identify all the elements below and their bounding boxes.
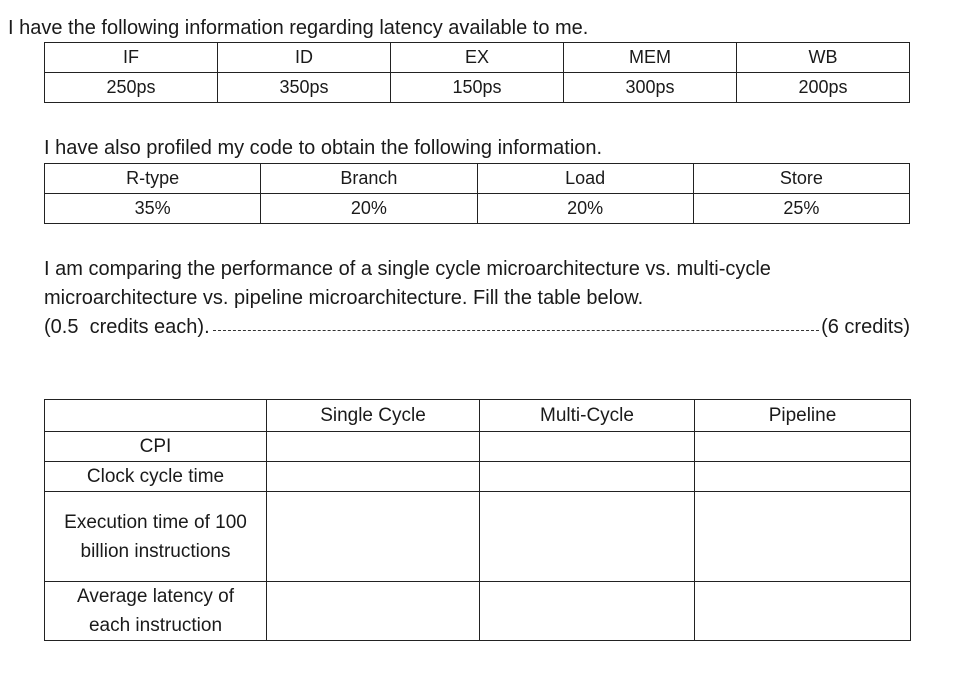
latency-header-ex: EX (391, 43, 564, 73)
cell-cpi-single-cycle[interactable] (267, 432, 480, 462)
profile-text: I have also profiled my code to obtain the following information. (44, 137, 603, 159)
row-label-average-latency: Average latency of each instruction (45, 582, 267, 641)
profile-value-rtype: 35% (45, 194, 261, 224)
latency-header-id: ID (218, 43, 391, 73)
cell-avg-pipeline[interactable] (695, 582, 911, 641)
comparison-row-execution-time (45, 492, 911, 582)
latency-value-mem: 300ps (564, 73, 737, 103)
latency-header-row (45, 43, 910, 73)
comparison-header-multi-cycle: Multi-Cycle (480, 400, 695, 432)
latency-header-if: IF (45, 43, 218, 73)
profile-value-branch: 20% (261, 194, 477, 224)
profile-value-load: 20% (477, 194, 693, 224)
credits-each-label: (0.5 credits each). (44, 316, 210, 338)
latency-value-row (45, 73, 910, 103)
comparison-table (44, 399, 911, 641)
cell-exec-single-cycle[interactable] (267, 492, 480, 582)
row-label-clock-cycle-time: Clock cycle time (45, 462, 267, 492)
latency-header-mem: MEM (564, 43, 737, 73)
latency-value-if: 250ps (45, 73, 218, 103)
profile-value-row (45, 194, 910, 224)
cell-avg-single-cycle[interactable] (267, 582, 480, 641)
comparison-header-pipeline: Pipeline (695, 400, 911, 432)
cell-exec-multi-cycle[interactable] (480, 492, 695, 582)
profile-header-branch: Branch (261, 164, 477, 194)
comparison-row-cpi (45, 432, 911, 462)
cell-clock-multi-cycle[interactable] (480, 462, 695, 492)
profile-header-store: Store (693, 164, 909, 194)
cell-avg-multi-cycle[interactable] (480, 582, 695, 641)
comparison-text-line-3 (44, 313, 910, 341)
comparison-header-blank (45, 400, 267, 432)
row-label-cpi: CPI (45, 432, 267, 462)
comparison-header-single-cycle: Single Cycle (267, 400, 480, 432)
intro-text: I have the following information regarding latency available to me. (8, 17, 589, 39)
latency-value-wb: 200ps (737, 73, 910, 103)
cell-clock-pipeline[interactable] (695, 462, 911, 492)
profile-value-store: 25% (693, 194, 909, 224)
comparison-header-row (45, 400, 911, 432)
dashed-leader (213, 330, 819, 331)
latency-header-wb: WB (737, 43, 910, 73)
cell-cpi-pipeline[interactable] (695, 432, 911, 462)
comparison-text-line-2: microarchitecture vs. pipeline microarchitecture. Fill the table below. (44, 287, 644, 309)
profile-header-row (45, 164, 910, 194)
comparison-text-line-1: I am comparing the performance of a single cycle microarchitecture vs. multi-cycle (44, 258, 771, 280)
latency-value-ex: 150ps (391, 73, 564, 103)
cell-clock-single-cycle[interactable] (267, 462, 480, 492)
cell-exec-pipeline[interactable] (695, 492, 911, 582)
profile-header-load: Load (477, 164, 693, 194)
profile-table (44, 163, 910, 224)
latency-value-id: 350ps (218, 73, 391, 103)
latency-table (44, 42, 910, 103)
profile-header-rtype: R-type (45, 164, 261, 194)
comparison-row-average-latency (45, 582, 911, 641)
cell-cpi-multi-cycle[interactable] (480, 432, 695, 462)
total-credits-label: (6 credits) (821, 316, 910, 338)
comparison-row-clock-cycle-time (45, 462, 911, 492)
row-label-execution-time: Execution time of 100 billion instructions (45, 492, 267, 582)
